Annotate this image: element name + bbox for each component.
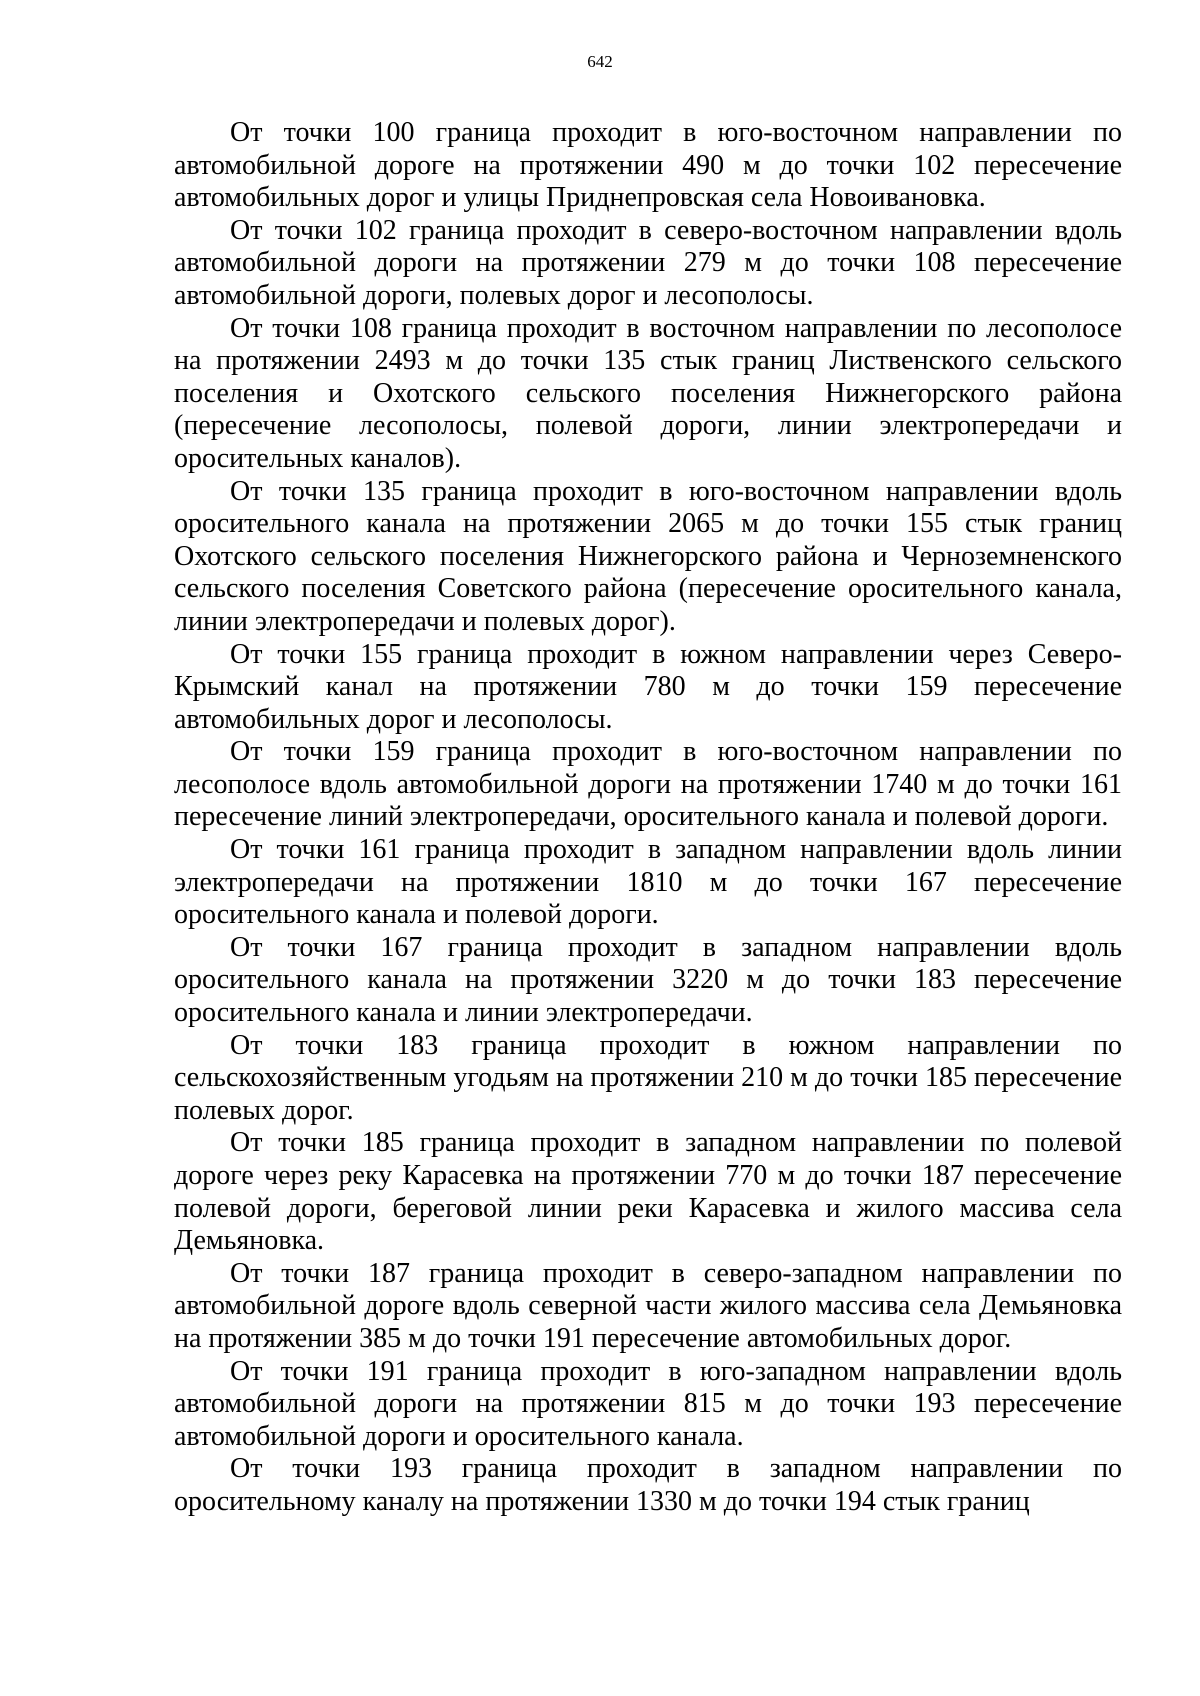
page-number: 642 bbox=[587, 52, 613, 71]
paragraph: От точки 185 граница проходит в западном направлении по полевой дороге через реку Карасевка на протяжении 770 м до точки 187 пересечение полевой дороги, береговой линии реки Карасевка и жилого массива села Демьяновка. bbox=[174, 1127, 1122, 1257]
paragraph: От точки 159 граница проходит в юго-восточном направлении по лесополосе вдоль автомобильной дороги на протяжении 1740 м до точки 161 пересечение линий электропередачи, оросительного канала и полевой дороги. bbox=[174, 736, 1122, 833]
paragraph: От точки 187 граница проходит в северо-западном направлении по автомобильной дороге вдоль северной части жилого массива села Демьяновка на протяжении 385 м до точки 191 пересечение автомобильных дорог. bbox=[174, 1257, 1122, 1354]
paragraph: От точки 183 граница проходит в южном направлении по сельскохозяйственным угодьям на протяжении 210 м до точки 185 пересечение полевых дорог. bbox=[174, 1029, 1122, 1126]
paragraph: От точки 161 граница проходит в западном направлении вдоль линии электропередачи на протяжении 1810 м до точки 167 пересечение оросительного канала и полевой дороги. bbox=[174, 834, 1122, 931]
paragraph: От точки 108 граница проходит в восточном направлении по лесополосе на протяжении 2493 м до точки 135 стык границ Лиственского сельского поселения и Охотского сельского поселения Нижнегорского района (пересечение лесополосы, полевой дороги, линии электропередачи и оросительных каналов). bbox=[174, 312, 1122, 474]
paragraph: От точки 155 граница проходит в южном направлении через Северо-Крымский канал на протяжении 780 м до точки 159 пересечение автомобильных дорог и лесополосы. bbox=[174, 638, 1122, 735]
paragraph: От точки 193 граница проходит в западном направлении по оросительному каналу на протяжении 1330 м до точки 194 стык границ bbox=[174, 1453, 1122, 1517]
paragraph: От точки 135 граница проходит в юго-восточном направлении вдоль оросительного канала на протяжении 2065 м до точки 155 стык границ Охотского сельского поселения Нижнегорского района и Черноземненского сельского поселения Советского района (пересечение оросительного канала, линии электропередачи и полевых дорог). bbox=[174, 475, 1122, 637]
paragraph: От точки 102 граница проходит в северо-восточном направлении вдоль автомобильной дороги на протяжении 279 м до точки 108 пересечение автомобильной дороги, полевых дорог и лесополосы. bbox=[174, 214, 1122, 311]
paragraph: От точки 167 граница проходит в западном направлении вдоль оросительного канала на протяжении 3220 м до точки 183 пересечение оросительного канала и линии электропередачи. bbox=[174, 931, 1122, 1029]
document-body bbox=[174, 117, 1122, 1519]
paragraph: От точки 191 граница проходит в юго-западном направлении вдоль автомобильной дороги на протяжении 815 м до точки 193 пересечение автомобильной дороги и оросительного канала. bbox=[174, 1355, 1122, 1452]
paragraph: От точки 100 граница проходит в юго-восточном направлении по автомобильной дороге на протяжении 490 м до точки 102 пересечение автомобильных дорог и улицы Приднепровская села Новоивановка. bbox=[174, 117, 1122, 214]
